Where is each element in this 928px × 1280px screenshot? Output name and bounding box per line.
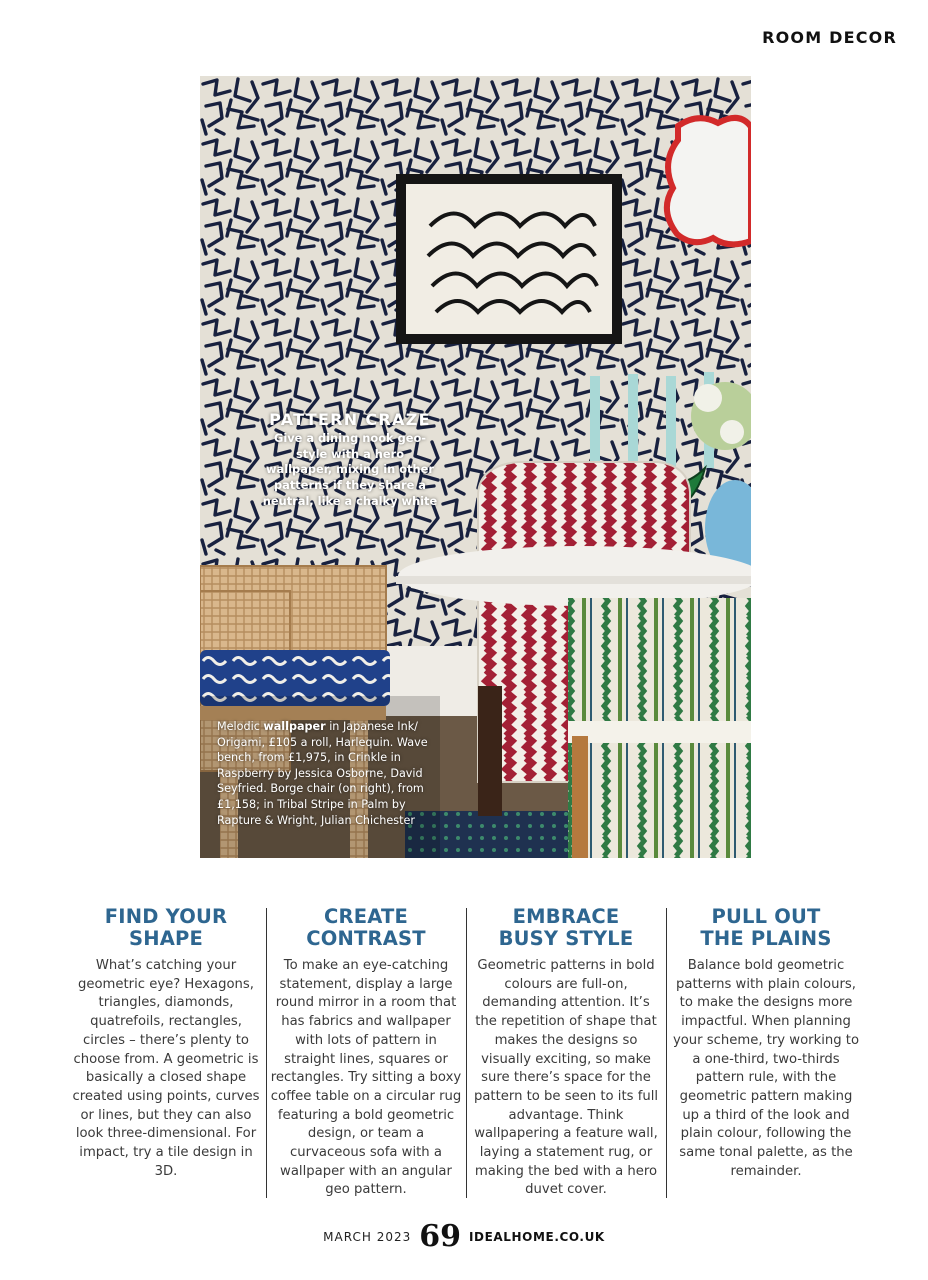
footer-site-link[interactable]: IDEALHOME.CO.UK — [468, 1230, 605, 1244]
credit-rest: in Japanese Ink/ Origami, £105 a roll, Harlequin. Wave bench, from £1,975, in Crinkle in Raspberry by Jessica Osborne, David Seyfried. Borge chair (on right), from £1,158; in Tribal Stripe in Palm by Rapture & Wright, Julian Chichester — [217, 720, 428, 827]
tip-heading-line2: SHAPE — [128, 927, 204, 950]
credit-bold: wallpaper — [263, 720, 326, 733]
tip-heading-line1: PULL OUT — [711, 905, 821, 928]
tip-heading-line2: CONTRAST — [306, 927, 426, 950]
tip-heading-line1: EMBRACE — [512, 905, 620, 928]
room-photo — [200, 76, 751, 858]
caption-title: PATTERN CRAZE — [269, 410, 431, 429]
tip-heading — [466, 906, 666, 950]
tip-heading — [66, 906, 266, 950]
tip-body: Geometric patterns in bold colours are full-on, demanding attention. It’s the repetition of shape that makes the designs so visually exciting, so make sure there’s space for the pattern to be seen to its full advantage. Think wallpapering a feature wall, laying a statement rug, or making the bed with a hero duvet cover. — [473, 958, 659, 1198]
footer-month: MARCH 2023 — [323, 1230, 412, 1244]
photo-caption — [262, 410, 438, 510]
tip-heading-line2: THE PLAINS — [700, 927, 832, 950]
tip-column-3 — [466, 906, 666, 1200]
tip-body: To make an eye-catching statement, display a large round mirror in a room that has fabrics and wallpaper with lots of pattern in straight lines, squares or rectangles. Try sitting a boxy coffee table on a circular rug featuring a bold geometric design, or team a curvaceous sofa with a wallpaper with an angular geo pattern. — [270, 958, 462, 1198]
section-label: ROOM DECOR — [762, 28, 897, 47]
tip-heading-line2: BUSY STYLE — [498, 927, 634, 950]
page-footer — [0, 1219, 928, 1254]
tip-heading — [266, 906, 466, 950]
tip-body: What’s catching your geometric eye? Hexagons, triangles, diamonds, quatrefoils, rectangles, circles – there’s plenty to choose from. A geometric is basically a closed shape created using points, curves or lines, but they can also look three-dimensional. For impact, try a tile design in 3D. — [72, 958, 260, 1179]
credit-lead: Melodic — [217, 720, 264, 733]
tip-heading-line1: FIND YOUR — [104, 905, 228, 928]
tip-body: Balance bold geometric patterns with plain colours, to make the designs more impactful. When planning your scheme, try working to a one-third, two-thirds pattern rule, with the geometric pattern making up a third of the look and plain colour, following the same tonal palette, as the remainder. — [672, 958, 860, 1179]
photo-credit — [217, 719, 432, 828]
tip-heading — [666, 906, 866, 950]
caption-text: Give a dining nook geo-style with a hero wallpaper, mixing in other patterns if they share a neutral, like a chalky white — [262, 431, 438, 508]
tip-heading-line1: CREATE — [323, 905, 409, 928]
tip-column-1 — [66, 906, 266, 1200]
page-number: 69 — [419, 1219, 461, 1254]
tip-column-4 — [666, 906, 866, 1200]
tip-column-2 — [266, 906, 466, 1200]
tips-columns — [66, 906, 866, 1200]
